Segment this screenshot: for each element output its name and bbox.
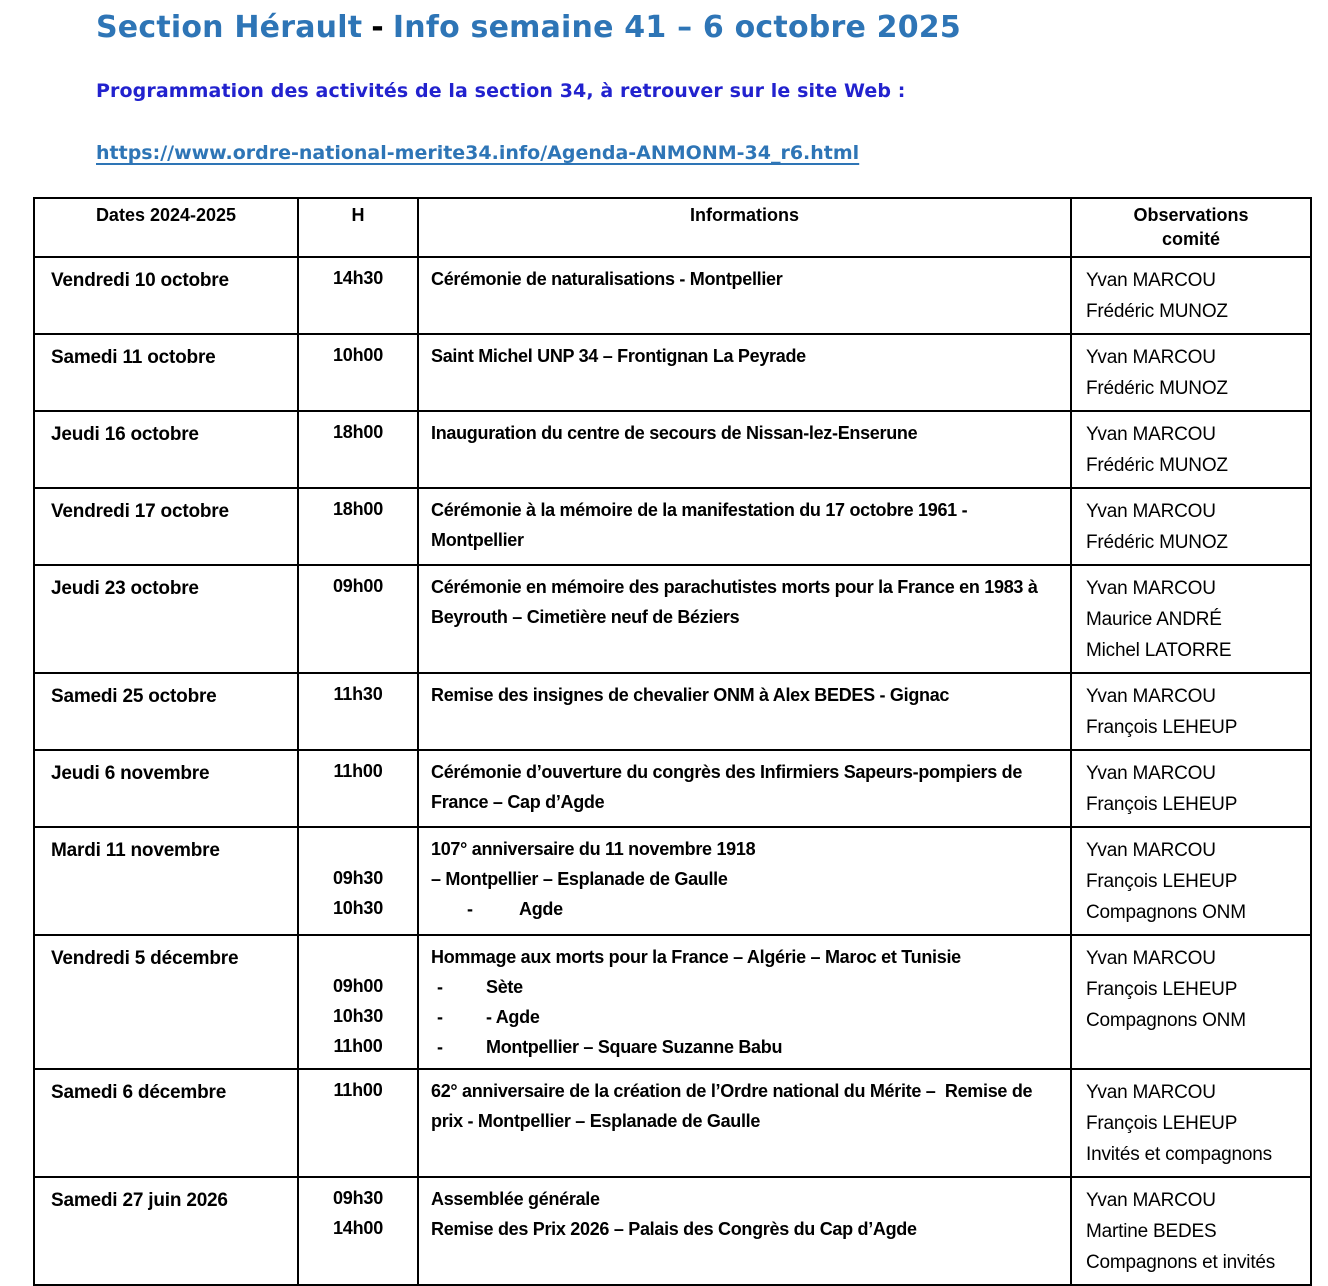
cell-observations (1071, 935, 1311, 1069)
time-line: 09h30 (332, 1188, 384, 1208)
cell-info (418, 411, 1071, 488)
time-line: 14h30 (332, 268, 384, 288)
cell-date (34, 257, 298, 334)
info-line: – Montpellier – Esplanade de Gaulle (431, 869, 728, 889)
cell-hour (298, 935, 418, 1069)
cell-info (418, 488, 1071, 565)
table-row (34, 1069, 1311, 1177)
info-line: Cérémonie de naturalisations - Montpellier (431, 269, 783, 289)
observer-line: Compagnons et invités (1086, 1252, 1276, 1273)
table-row (34, 334, 1311, 411)
date-text: Vendredi 17 octobre (51, 501, 229, 522)
cell-observations (1071, 827, 1311, 935)
cell-hour (298, 1177, 418, 1285)
time-line: 14h00 (332, 1218, 384, 1238)
cell-info (418, 935, 1071, 1069)
cell-date (34, 565, 298, 673)
observer-line: Maurice ANDRÉ (1086, 609, 1222, 630)
table-row (34, 1177, 1311, 1285)
cell-info (418, 827, 1071, 935)
cell-observations (1071, 1177, 1311, 1285)
cell-info (418, 1069, 1071, 1177)
cell-observations (1071, 488, 1311, 565)
date-text: Mardi 11 novembre (51, 840, 220, 861)
cell-date (34, 1069, 298, 1177)
cell-info (418, 257, 1071, 334)
table-body (34, 257, 1311, 1285)
header-observations-line1: Observations (1133, 205, 1249, 225)
date-text: Vendredi 10 octobre (51, 270, 229, 291)
info-line: Cérémonie d’ouverture du congrès des Infirmiers Sapeurs-pompiers de France – Cap d’Agde (431, 762, 1027, 812)
cell-hour (298, 488, 418, 565)
observer-line: Yvan MARCOU (1086, 578, 1216, 599)
info-line: 107° anniversaire du 11 novembre 1918 (431, 839, 756, 859)
table-row (34, 257, 1311, 334)
table-row (34, 565, 1311, 673)
intro-text: Programmation des activités de la section 34, à retrouver sur le site Web : (96, 80, 906, 102)
time-line: 09h00 (332, 976, 384, 996)
observer-line: François LEHEUP (1086, 871, 1238, 892)
observer-line: Yvan MARCOU (1086, 948, 1216, 969)
bullet-dash: - (437, 1037, 443, 1057)
table-row (34, 411, 1311, 488)
time-line: 18h00 (332, 499, 384, 519)
date-text: Samedi 27 juin 2026 (51, 1190, 228, 1211)
observer-line: Frédéric MUNOZ (1086, 532, 1228, 553)
cell-info (418, 334, 1071, 411)
observer-line: Yvan MARCOU (1086, 763, 1216, 784)
time-line: 10h00 (332, 345, 384, 365)
observer-line: Yvan MARCOU (1086, 1190, 1216, 1211)
cell-hour (298, 565, 418, 673)
observer-line: François LEHEUP (1086, 794, 1238, 815)
header-observations-line2: comité (1161, 229, 1221, 249)
observer-line: Yvan MARCOU (1086, 501, 1216, 522)
cell-info (418, 750, 1071, 827)
observer-line: Frédéric MUNOZ (1086, 378, 1228, 399)
cell-info (418, 565, 1071, 673)
time-line: 09h00 (332, 576, 384, 596)
date-text: Jeudi 6 novembre (51, 763, 210, 784)
info-line (431, 1002, 1060, 1032)
cell-observations (1071, 1069, 1311, 1177)
cell-date (34, 750, 298, 827)
cell-observations (1071, 750, 1311, 827)
time-line: 09h30 (332, 868, 384, 888)
observer-line: Yvan MARCOU (1086, 347, 1216, 368)
info-line (431, 1032, 1060, 1062)
date-text: Jeudi 23 octobre (51, 578, 199, 599)
cell-hour (298, 1069, 418, 1177)
info-line: Cérémonie en mémoire des parachutistes morts pour la France en 1983 à Beyrouth – Cimetière neuf de Béziers (431, 577, 1043, 627)
cell-observations (1071, 257, 1311, 334)
observer-line: François LEHEUP (1086, 1113, 1238, 1134)
cell-hour (298, 411, 418, 488)
info-line: Remise des Prix 2026 – Palais des Congrès du Cap d’Agde (431, 1219, 917, 1239)
observer-line: Frédéric MUNOZ (1086, 301, 1228, 322)
cell-date (34, 411, 298, 488)
info-text: Montpellier – Square Suzanne Babu (486, 1037, 783, 1057)
time-line: 11h00 (333, 1080, 383, 1100)
info-line: Hommage aux morts pour la France – Algérie – Maroc et Tunisie (431, 947, 961, 967)
info-text: - Agde (486, 1007, 540, 1027)
info-line (431, 972, 1060, 1002)
bullet-dash: - (437, 977, 443, 997)
observer-line: Yvan MARCOU (1086, 1082, 1216, 1103)
table-header-row (34, 198, 1311, 257)
table-row (34, 673, 1311, 750)
bullet-dash: - (437, 1007, 443, 1027)
header-hour: H (298, 198, 418, 257)
info-line: Saint Michel UNP 34 – Frontignan La Peyrade (431, 346, 806, 366)
info-line: Remise des insignes de chevalier ONM à Alex BEDES - Gignac (431, 685, 950, 705)
info-line (431, 894, 1060, 924)
table-row (34, 750, 1311, 827)
time-line (301, 941, 415, 971)
date-text: Jeudi 16 octobre (51, 424, 199, 445)
cell-date (34, 827, 298, 935)
cell-observations (1071, 673, 1311, 750)
date-text: Samedi 6 décembre (51, 1082, 227, 1103)
cell-info (418, 673, 1071, 750)
observer-line: Martine BEDES (1086, 1221, 1217, 1242)
table-row (34, 488, 1311, 565)
observer-line: Yvan MARCOU (1086, 424, 1216, 445)
observer-line: Yvan MARCOU (1086, 270, 1216, 291)
time-line: 11h00 (333, 761, 383, 781)
info-text: Sète (486, 977, 523, 997)
activities-table (33, 197, 1312, 1286)
cell-hour (298, 334, 418, 411)
info-line: Inauguration du centre de secours de Nissan-lez-Enserune (431, 423, 918, 443)
time-line (301, 833, 415, 863)
observer-line: Frédéric MUNOZ (1086, 455, 1228, 476)
time-line: 10h30 (332, 898, 384, 918)
date-text: Vendredi 5 décembre (51, 948, 239, 969)
info-line: 62° anniversaire de la création de l’Ordre national du Mérite – Remise de prix - Montpellier – Esplanade de Gaulle (431, 1081, 1037, 1131)
time-line: 11h30 (333, 684, 383, 704)
cell-observations (1071, 334, 1311, 411)
info-text: Agde (519, 899, 563, 919)
table-row (34, 935, 1311, 1069)
cell-date (34, 1177, 298, 1285)
time-line: 18h00 (332, 422, 384, 442)
table-row (34, 827, 1311, 935)
time-line: 11h00 (333, 1036, 383, 1056)
cell-date (34, 673, 298, 750)
observer-line: Michel LATORRE (1086, 640, 1232, 661)
info-line: Assemblée générale (431, 1189, 600, 1209)
cell-observations (1071, 565, 1311, 673)
header-observations (1071, 198, 1311, 257)
date-text: Samedi 11 octobre (51, 347, 216, 368)
page-title (96, 10, 1328, 46)
info-line: Cérémonie à la mémoire de la manifestation du 17 octobre 1961 - Montpellier (431, 500, 972, 550)
date-text: Samedi 25 octobre (51, 686, 217, 707)
title-week-info: Info semaine 41 – 6 octobre 2025 (392, 10, 961, 45)
cell-hour (298, 750, 418, 827)
cell-observations (1071, 411, 1311, 488)
document-header (0, 0, 1328, 164)
cell-hour (298, 257, 418, 334)
title-section-name: Section Hérault (96, 10, 363, 45)
cell-date (34, 935, 298, 1069)
cell-info (418, 1177, 1071, 1285)
observer-line: François LEHEUP (1086, 717, 1238, 738)
observer-line: François LEHEUP (1086, 979, 1238, 1000)
observer-line: Yvan MARCOU (1086, 686, 1216, 707)
title-separator: - (371, 10, 384, 45)
bullet-dash: - (467, 899, 473, 919)
header-dates: Dates 2024-2025 (34, 198, 298, 257)
time-line: 10h30 (332, 1006, 384, 1026)
observer-line: Invités et compagnons (1086, 1144, 1272, 1165)
cell-hour (298, 827, 418, 935)
cell-date (34, 488, 298, 565)
agenda-link[interactable]: https://www.ordre-national-merite34.info/Agenda-ANMONM-34_r6.html (96, 142, 860, 164)
observer-line: Compagnons ONM (1086, 902, 1246, 923)
observer-line: Compagnons ONM (1086, 1010, 1246, 1031)
header-informations: Informations (418, 198, 1071, 257)
cell-date (34, 334, 298, 411)
cell-hour (298, 673, 418, 750)
observer-line: Yvan MARCOU (1086, 840, 1216, 861)
